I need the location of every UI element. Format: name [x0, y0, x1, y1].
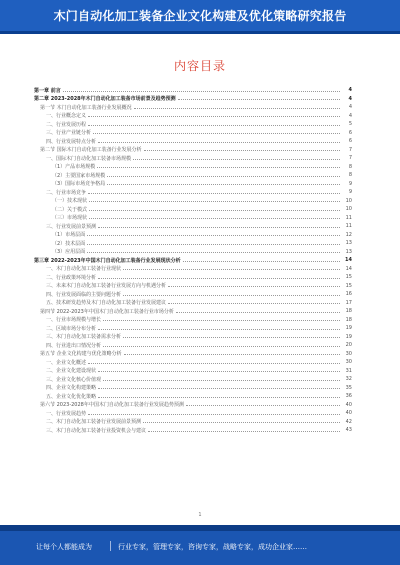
toc-leader-dots	[123, 337, 340, 338]
toc-leader-dots	[124, 354, 340, 355]
toc-page-number: 17	[345, 299, 352, 306]
toc-heading: 内容目录	[173, 59, 226, 73]
toc-entry-text: 二、企业文化建设现状	[46, 368, 97, 375]
toc-page-number: 31	[345, 367, 352, 374]
toc-entry-text: 四、企业文化构建策略	[46, 385, 97, 392]
toc-leader-dots	[123, 295, 340, 296]
toc-entry[interactable]	[34, 180, 352, 189]
toc-page-number: 12	[345, 231, 352, 238]
toc-leader-dots	[103, 346, 340, 347]
toc-entry[interactable]	[34, 188, 352, 197]
toc-leader-dots	[168, 286, 340, 287]
toc-entry[interactable]	[34, 137, 352, 146]
toc-entry-text: 一、行业市场规模与增长	[46, 317, 102, 324]
toc-entry[interactable]	[34, 282, 352, 291]
toc-entry-text: （二）关于模式	[52, 206, 88, 213]
toc-leader-dots	[88, 125, 340, 126]
toc-entry[interactable]	[34, 112, 352, 121]
toc-entry[interactable]	[34, 418, 352, 427]
toc-entry-text: 二、木门自动化加工装备行业发展前景预测	[46, 419, 142, 426]
toc-entry[interactable]	[34, 273, 352, 282]
toc-entry-text: （一）技术现状	[52, 198, 88, 205]
toc-leader-dots	[87, 244, 340, 245]
footer-slogan: 让每个人都能成为	[36, 543, 92, 551]
toc-entry[interactable]	[34, 239, 352, 248]
toc-entry-text: 三、木门自动化加工装备需求分析	[46, 334, 122, 341]
toc-entry[interactable]	[34, 103, 352, 112]
toc-entry-text: （1）产品市场规模	[52, 164, 96, 171]
page-number: 1	[198, 512, 202, 518]
toc-leader-dots	[98, 371, 340, 372]
footer-stripe	[0, 525, 400, 531]
toc-leader-dots	[143, 422, 340, 423]
toc-entry[interactable]	[34, 214, 352, 223]
toc-entry[interactable]	[34, 197, 352, 206]
toc-leader-dots	[186, 405, 340, 406]
toc-entry-text: 三、未来木门自动化加工装备行业发展方向与机遇分析	[46, 283, 167, 290]
toc-page-number: 40	[345, 410, 352, 417]
toc-entry-text: 五、技术研发趋势及木门自动化加工装备行业发展建议	[46, 300, 167, 307]
toc-entry-text: 四、行业发展面临的主要问题分析	[46, 291, 122, 298]
toc-entry-text: 第一章 前言	[34, 87, 61, 94]
toc-entry[interactable]	[34, 222, 352, 231]
toc-entry[interactable]	[34, 350, 352, 359]
toc-entry[interactable]	[34, 316, 352, 325]
toc-entry-text: 第二章 2023-2028年木门自动化加工装备市场前景及趋势预测	[34, 96, 176, 103]
toc-entry-text: （2）主要国家市场规模	[52, 172, 106, 179]
toc-leader-dots	[63, 91, 340, 92]
toc-page-number: 7	[348, 146, 352, 153]
toc-leader-dots	[103, 320, 340, 321]
toc-page-number: 30	[345, 350, 352, 357]
toc-entry-text: 第五节 企业文化构建与优化策略分析	[40, 351, 122, 358]
toc-leader-dots	[98, 397, 340, 398]
toc-page-number: 8	[348, 172, 352, 179]
toc-page-number: 9	[348, 180, 352, 187]
toc-entry[interactable]	[34, 426, 352, 435]
toc-entry[interactable]	[34, 248, 352, 257]
toc-entry[interactable]	[34, 324, 352, 333]
toc-page-number: 19	[345, 333, 352, 340]
toc-entry-text: 三、行业发展前景预测	[46, 223, 97, 230]
toc-entry-text: （1）市场层面	[52, 232, 86, 239]
toc-entry[interactable]	[34, 333, 352, 342]
toc-entry[interactable]	[34, 307, 352, 316]
toc-page-number: 19	[345, 325, 352, 332]
toc-page-number: 42	[345, 418, 352, 425]
toc-leader-dots	[176, 312, 340, 313]
toc-page-number: 35	[345, 384, 352, 391]
toc-leader-dots	[148, 431, 340, 432]
toc-entry-text: 四、行业发展特点分析	[46, 138, 97, 145]
toc-entry-text: 三、企业文化核心价值观	[46, 376, 102, 383]
toc-leader-dots	[88, 363, 340, 364]
toc-leader-dots	[88, 414, 340, 415]
header-underline	[0, 31, 400, 34]
toc-entry[interactable]	[34, 163, 352, 172]
header-banner	[0, 0, 400, 34]
toc-entry-text: 一、企业文化概述	[46, 359, 87, 366]
toc-entry-text: 二、区域市场分布分析	[46, 325, 97, 332]
toc-entry[interactable]	[34, 341, 352, 350]
toc-page-number: 16	[345, 291, 352, 298]
toc-page-number: 18	[345, 308, 352, 315]
toc-leader-dots	[123, 269, 340, 270]
toc-leader-dots	[183, 261, 340, 262]
toc-leader-dots	[89, 218, 340, 219]
toc-page-number: 40	[345, 401, 352, 408]
toc-leader-dots	[133, 159, 340, 160]
toc-entry-text: （2）技术层面	[52, 240, 86, 247]
toc-entry-text: 第六节 2023-2028年中国木门自动化加工装备行业发展趋势预测	[40, 402, 184, 409]
toc-page-number: 11	[345, 223, 352, 230]
toc-entry-text: 五、企业文化优化策略	[46, 393, 97, 400]
toc-leader-dots	[89, 210, 340, 211]
toc-entry[interactable]	[34, 86, 352, 95]
toc-entry-text: 第四节 2022-2023年中国木门自动化加工装备行业市场分析	[40, 308, 174, 315]
toc-leader-dots	[87, 235, 340, 236]
table-of-contents	[34, 86, 352, 435]
toc-leader-dots	[88, 193, 340, 194]
toc-entry-text: 第三章 2022-2023年中国木门自动化加工装备行业发展现状分析	[34, 257, 181, 264]
toc-entry[interactable]	[34, 256, 352, 265]
toc-entry-text: 三、行业产业链分析	[46, 130, 92, 137]
toc-leader-dots	[98, 388, 340, 389]
toc-leader-dots	[144, 150, 340, 151]
toc-page-number: 15	[345, 274, 352, 281]
toc-entry-text: 一、行业概念定义	[46, 113, 87, 120]
toc-page-number: 8	[348, 163, 352, 170]
toc-entry[interactable]	[34, 401, 352, 410]
toc-page-number: 14	[345, 265, 352, 272]
toc-entry[interactable]	[34, 290, 352, 299]
toc-entry[interactable]	[34, 129, 352, 138]
toc-entry-text: （3）国际市场竞争格局	[52, 181, 106, 188]
toc-entry[interactable]	[34, 299, 352, 308]
toc-leader-dots	[93, 133, 340, 134]
toc-leader-dots	[98, 329, 340, 330]
toc-leader-dots	[88, 116, 340, 117]
toc-entry[interactable]	[34, 384, 352, 393]
toc-page-number: 20	[345, 342, 352, 349]
toc-page-number: 13	[345, 240, 352, 247]
toc-entry[interactable]	[34, 95, 352, 104]
toc-entry-text: 三、木门自动化加工装备行业投资机会与建议	[46, 427, 147, 434]
toc-entry[interactable]	[34, 265, 352, 274]
toc-leader-dots	[178, 99, 340, 100]
toc-entry-text: （三）市场现状	[52, 215, 88, 222]
toc-entry[interactable]	[34, 367, 352, 376]
toc-page-number: 4	[348, 112, 352, 119]
toc-page-number: 15	[345, 282, 352, 289]
toc-entry[interactable]	[34, 231, 352, 240]
toc-page-number: 6	[348, 138, 352, 145]
toc-entry-text: 二、行业发展历程	[46, 121, 87, 128]
footer-divider	[110, 541, 111, 551]
toc-leader-dots	[98, 278, 340, 279]
toc-entry[interactable]	[34, 120, 352, 129]
toc-page-number: 4	[348, 95, 352, 102]
toc-entry[interactable]	[34, 358, 352, 367]
toc-entry[interactable]	[34, 146, 352, 155]
toc-page-number: 36	[345, 393, 352, 400]
toc-page-number: 32	[345, 376, 352, 383]
toc-entry[interactable]	[34, 205, 352, 214]
toc-leader-dots	[107, 184, 340, 185]
toc-leader-dots	[89, 201, 340, 202]
toc-entry-text: 第一节 木门自动化加工装备行业发展概况	[40, 104, 132, 111]
toc-page-number: 10	[345, 197, 352, 204]
toc-entry[interactable]	[34, 392, 352, 401]
toc-leader-dots	[103, 380, 340, 381]
toc-page-number: 14	[345, 257, 352, 264]
toc-entry-text: 第二节 国际木门自动化加工装备行业发展分析	[40, 147, 142, 154]
toc-entry-text: 四、行业进出口情况分析	[46, 342, 102, 349]
toc-entry-text: （3）应用层面	[52, 249, 86, 256]
footer-banner	[0, 525, 400, 565]
toc-page-number: 9	[348, 189, 352, 196]
toc-page-number: 11	[345, 214, 352, 221]
toc-page-number: 30	[345, 359, 352, 366]
toc-entry[interactable]	[34, 375, 352, 384]
toc-entry-text: 一、国际木门自动化加工装备市场规模	[46, 155, 132, 162]
toc-page-number: 4	[348, 104, 352, 111]
toc-leader-dots	[87, 252, 340, 253]
toc-entry-text: 二、行业政策环境分析	[46, 274, 97, 281]
toc-page-number: 4	[348, 87, 352, 94]
toc-entry-text: 一、木门自动化加工装备行业现状	[46, 266, 122, 273]
toc-entry[interactable]	[34, 171, 352, 180]
toc-leader-dots	[168, 303, 340, 304]
toc-page-number: 7	[348, 155, 352, 162]
toc-entry-text: 一、行业发展趋势	[46, 410, 87, 417]
toc-page-number: 10	[345, 206, 352, 213]
toc-leader-dots	[107, 176, 340, 177]
footer-tagline: 行业专家，管理专家，咨询专家，战略专家，成功企业家……	[118, 543, 307, 551]
toc-leader-dots	[134, 108, 340, 109]
toc-entry-text: 二、行业市场竞争	[46, 189, 87, 196]
toc-page-number: 5	[348, 121, 352, 128]
toc-entry[interactable]	[34, 409, 352, 418]
toc-leader-dots	[98, 142, 340, 143]
toc-page-number: 43	[345, 427, 352, 434]
toc-page-number: 6	[348, 129, 352, 136]
report-title: 木门自动化加工装备企业文化构建及优化策略研究报告	[53, 9, 347, 23]
toc-page-number: 18	[345, 316, 352, 323]
toc-entry[interactable]	[34, 154, 352, 163]
toc-page-number: 13	[345, 248, 352, 255]
toc-leader-dots	[98, 227, 340, 228]
toc-leader-dots	[97, 167, 340, 168]
